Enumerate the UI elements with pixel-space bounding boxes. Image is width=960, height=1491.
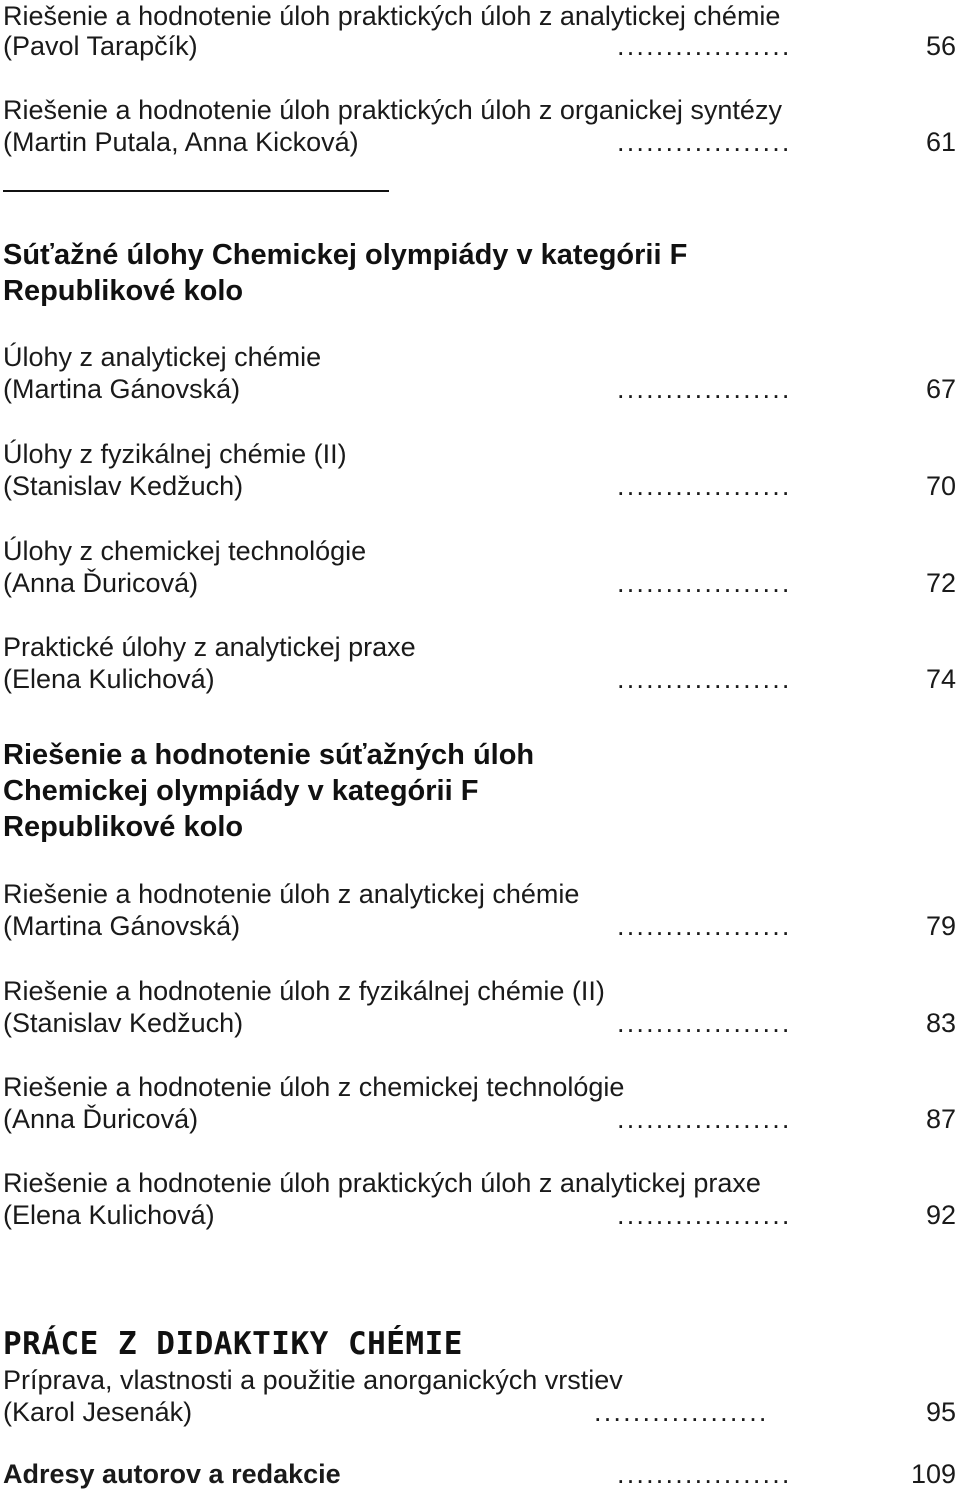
toc-page-number: 74 bbox=[925, 664, 956, 694]
toc-entry-title: Riešenie a hodnotenie úloh z fyzikálnej chémie (II) bbox=[3, 976, 605, 1006]
section-subheading: Republikové kolo bbox=[3, 275, 244, 307]
section-heading-didactics: PRÁCE Z DIDAKTIKY CHÉMIE bbox=[3, 1326, 463, 1362]
toc-leader-dots: .................. bbox=[617, 31, 792, 61]
section-subheading: Republikové kolo bbox=[3, 811, 244, 843]
section-heading: Súťažné úlohy Chemickej olympiády v kategórii F bbox=[3, 239, 688, 271]
toc-entry-title: Riešenie a hodnotenie úloh z chemickej technológie bbox=[3, 1072, 625, 1102]
toc-leader-dots: .................. bbox=[617, 568, 792, 598]
toc-entry-addresses: Adresy autorov a redakcie bbox=[3, 1459, 341, 1489]
toc-entry-title: Riešenie a hodnotenie úloh praktických úloh z organickej syntézy bbox=[3, 95, 782, 125]
toc-entry-author: (Elena Kulichová) bbox=[3, 1200, 215, 1230]
toc-page-number: 87 bbox=[925, 1104, 956, 1134]
toc-entry-author: (Martina Gánovská) bbox=[3, 374, 241, 404]
toc-page-number: 79 bbox=[925, 911, 956, 941]
toc-leader-dots: .................. bbox=[617, 471, 792, 501]
toc-entry-author: (Elena Kulichová) bbox=[3, 664, 215, 694]
toc-leader-dots: .................. bbox=[617, 911, 792, 941]
toc-entry-title: Praktické úlohy z analytickej praxe bbox=[3, 632, 416, 662]
toc-entry-author: (Martin Putala, Anna Kicková) bbox=[3, 127, 359, 157]
toc-leader-dots: .................. bbox=[617, 1104, 792, 1134]
toc-entry-title: Úlohy z chemickej technológie bbox=[3, 536, 367, 566]
toc-entry-title: Príprava, vlastnosti a použitie anorganických vrstiev bbox=[3, 1365, 623, 1395]
toc-leader-dots: .................. bbox=[594, 1397, 769, 1427]
section-heading: Chemickej olympiády v kategórii F bbox=[3, 775, 479, 807]
toc-leader-dots: .................. bbox=[617, 1200, 792, 1230]
toc-page-number: 61 bbox=[925, 127, 956, 157]
toc-page-number: 95 bbox=[925, 1397, 956, 1427]
toc-entry-title: Riešenie a hodnotenie úloh praktických úloh z analytickej chémie bbox=[3, 1, 781, 31]
toc-entry-author: (Pavol Tarapčík) bbox=[3, 31, 198, 61]
toc-page-number: 83 bbox=[925, 1008, 956, 1038]
toc-page-number: 72 bbox=[925, 568, 956, 598]
toc-entry-title: Úlohy z analytickej chémie bbox=[3, 342, 322, 372]
toc-entry-title: Riešenie a hodnotenie úloh z analytickej chémie bbox=[3, 879, 580, 909]
toc-leader-dots: .................. bbox=[617, 1459, 792, 1489]
toc-entry-author: (Anna Ďuricová) bbox=[3, 568, 199, 598]
toc-entry-author: (Stanislav Kedžuch) bbox=[3, 471, 244, 501]
toc-leader-dots: .................. bbox=[617, 127, 792, 157]
toc-page-number: 109 bbox=[910, 1459, 956, 1489]
toc-entry-title: Riešenie a hodnotenie úloh praktických úloh z analytickej praxe bbox=[3, 1168, 761, 1198]
toc-page-number: 92 bbox=[925, 1200, 956, 1230]
toc-page-number: 67 bbox=[925, 374, 956, 404]
toc-entry-author: (Stanislav Kedžuch) bbox=[3, 1008, 244, 1038]
section-divider bbox=[3, 190, 389, 192]
toc-leader-dots: .................. bbox=[617, 374, 792, 404]
toc-page-number: 56 bbox=[925, 31, 956, 61]
toc-leader-dots: .................. bbox=[617, 664, 792, 694]
toc-entry-author: (Martina Gánovská) bbox=[3, 911, 241, 941]
toc-entry-title: Úlohy z fyzikálnej chémie (II) bbox=[3, 439, 347, 469]
toc-leader-dots: .................. bbox=[617, 1008, 792, 1038]
toc-entry-author: (Karol Jesenák) bbox=[3, 1397, 193, 1427]
toc-entry-author: (Anna Ďuricová) bbox=[3, 1104, 199, 1134]
toc-page-number: 70 bbox=[925, 471, 956, 501]
section-heading: Riešenie a hodnotenie súťažných úloh bbox=[3, 739, 535, 771]
